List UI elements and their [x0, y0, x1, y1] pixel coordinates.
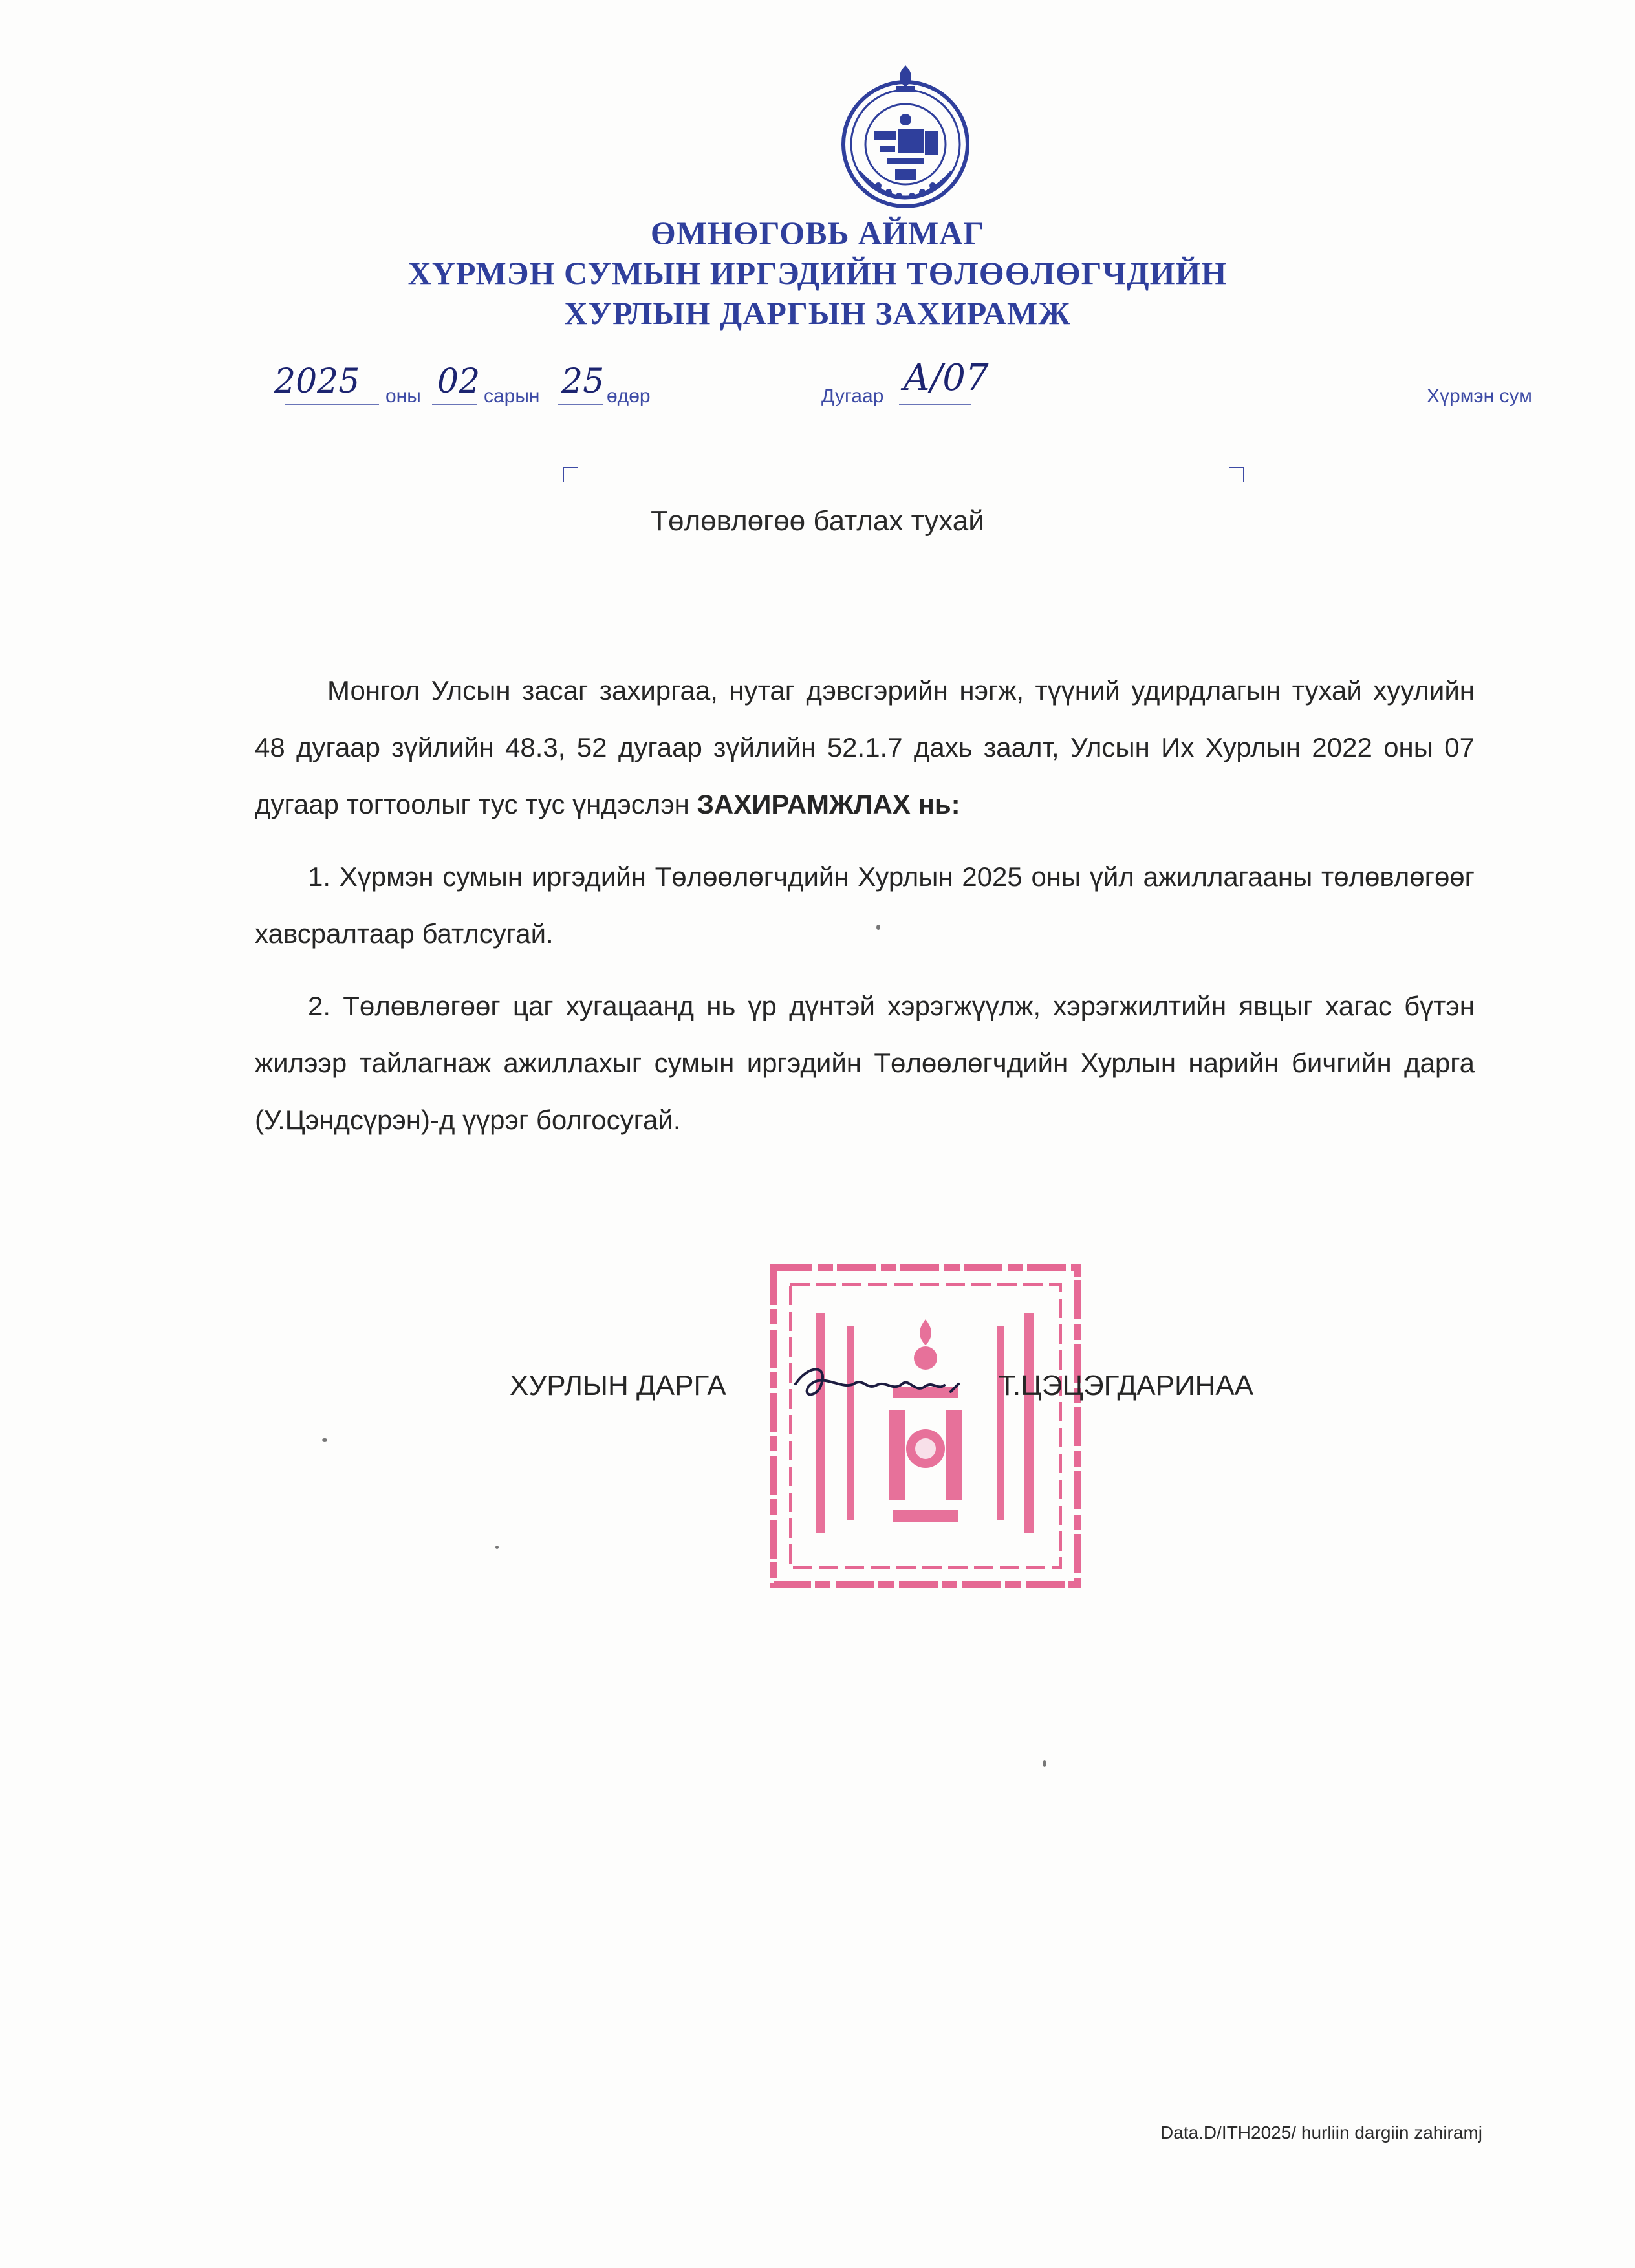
date-day-value: 25 [561, 362, 605, 401]
date-day-label: өдөр [607, 385, 651, 407]
scan-speck [1043, 1760, 1046, 1767]
official-seal-stamp-icon [761, 1255, 1093, 1597]
decision-item-1: 1. Хүрмэн сумын иргэдийн Төлөөлөгчдийн Хурлын 2025 оны үйл ажиллагааны төлөвлөгөөг хавсралтаар батлсугай. [255, 861, 1475, 949]
date-month-label: сарын [484, 385, 540, 407]
date-day-underline [558, 404, 603, 405]
handwritten-signature-icon [789, 1358, 964, 1410]
subject-corner-right [1229, 467, 1244, 482]
preamble-paragraph [255, 662, 1475, 833]
date-month-value: 02 [437, 362, 481, 401]
scan-speck [322, 1438, 327, 1442]
signatory-title: ХУРЛЫН ДАРГА [510, 1370, 726, 1401]
date-month-underline [432, 404, 477, 405]
header-council: ХҮРМЭН СУМЫН ИРГЭДИЙН ТӨЛӨӨЛӨГЧДИЙН [407, 255, 1228, 291]
header-province: ӨМНӨГОВЬ АЙМАГ [650, 215, 985, 251]
state-emblem-icon [833, 61, 978, 214]
signatory-name: Т.ЦЭЦЭГДАРИНАА [999, 1370, 1254, 1401]
place-name: Хүрмэн сум [1427, 385, 1532, 407]
scan-speck [495, 1546, 499, 1549]
document-subject: Төлөвлөгөө батлах тухай [651, 505, 984, 537]
subject-corner-left [563, 467, 578, 482]
document-footer-reference: Data.D/ITH2025/ hurliin dargiin zahiramj [1160, 2122, 1482, 2143]
decision-item-2: 2. Төлөвлөгөөг цаг хугацаанд нь үр дүнтэй хэрэгжүүлж, хэрэгжилтийн явцыг хагас бүтэн жилээр тайлагнаж ажиллахыг сумын иргэдийн Төлөөлөгчдийн Хурлын нарийн бичгийн дарга (У.Цэндсүрэн)-д үүрэг болгосугай. [255, 991, 1475, 1135]
scan-speck [876, 925, 880, 930]
date-year-label: оны [385, 385, 421, 407]
date-year-value: 2025 [274, 362, 360, 401]
date-year-underline [285, 404, 379, 405]
number-value: А/07 [903, 357, 989, 399]
header-document-type: ХУРЛЫН ДАРГЫН ЗАХИРАМЖ [564, 295, 1071, 331]
number-label: Дугаар [821, 385, 884, 407]
number-underline [899, 404, 971, 405]
preamble-text: Монгол Улсын засаг захиргаа, нутаг дэвсгэрийн нэгж, түүний удирдлагын тухай хуулийн 48 дугаар зүйлийн 48.3, 52 дугаар зүйлийн 52.1.7 дахь заалт, Улсын Их Хурлын 2022 оны 07 дугаар тогтоолыг тус тус үндэслэн [255, 675, 1475, 819]
decree-keyword: ЗАХИРАМЖЛАХ нь: [697, 789, 960, 819]
